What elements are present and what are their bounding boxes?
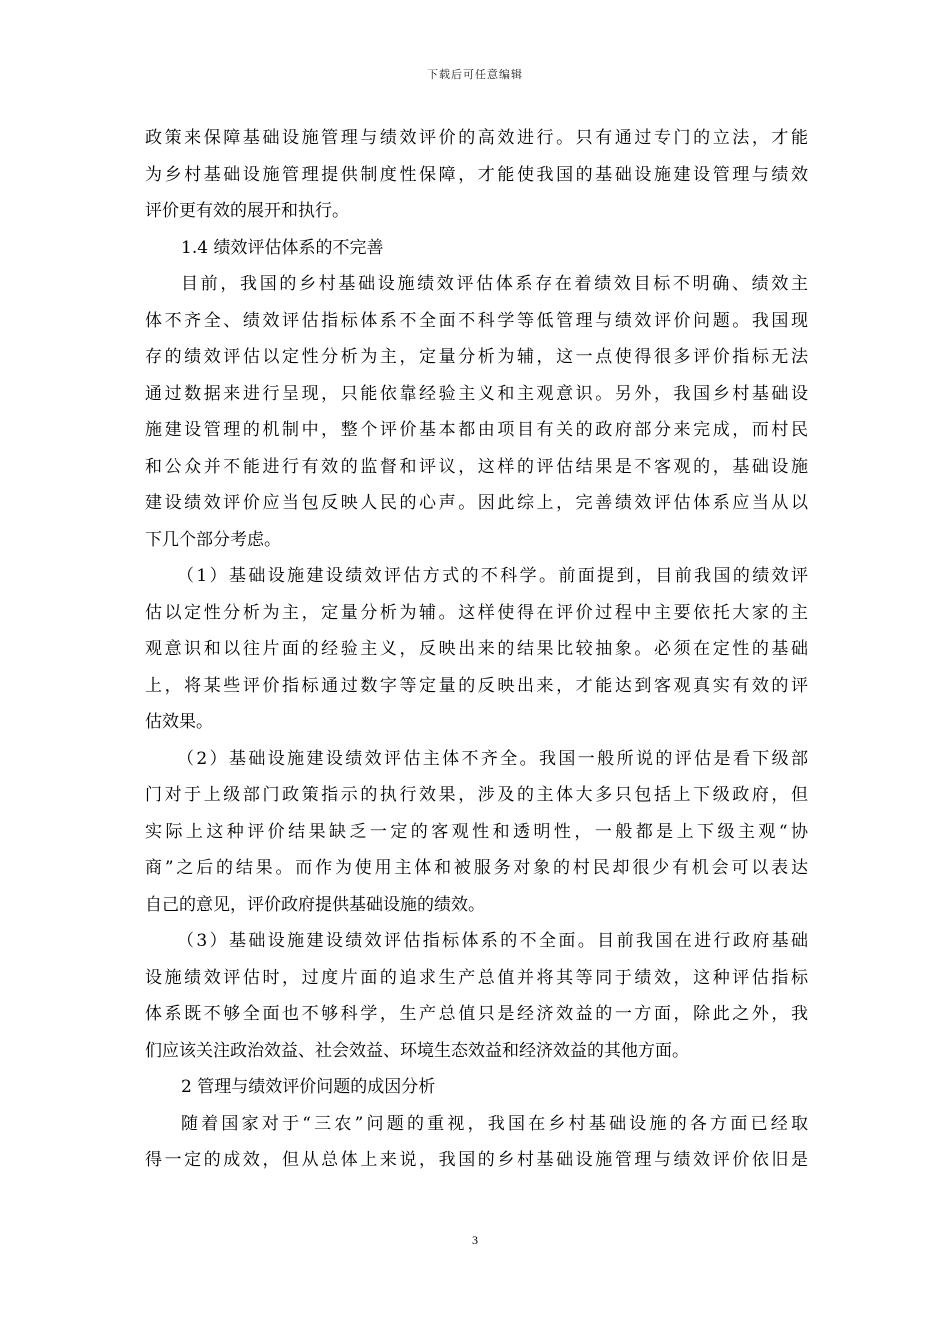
text-line: 商”之后的结果。而作为使用主体和被服务对象的村民却很少有机会可以表达 — [145, 858, 808, 878]
body-text — [145, 120, 808, 1179]
text-line: 2 管理与绩效评价问题的成因分析 — [181, 1077, 436, 1097]
text-line: 设施绩效评估时，过度片面的追求生产总值并将其等同于绩效，这种评估指标 — [145, 967, 808, 988]
text-line: 存的绩效评估以定性分析为主，定量分析为辅，这一点使得很多评价指标无法 — [145, 347, 808, 367]
text-line: （3）基础设施建设绩效评估指标体系的不全面。目前我国在进行政府基础 — [177, 931, 808, 951]
text-line: 政策来保障基础设施管理与绩效评价的高效进行。只有通过专门的立法，才能 — [145, 128, 808, 148]
text-line: 们应该关注政治效益、社会效益、环境生态效益和经济效益的其他方面。 — [145, 1040, 689, 1061]
text-line: 体系既不够全面也不够科学，生产总值只是经济效益的一方面，除此之外，我 — [145, 1004, 808, 1024]
text-line: 下几个部分考虑。 — [145, 529, 281, 550]
text-line: 得一定的成效，但从总体上来说，我国的乡村基础设施管理与绩效评价依旧是 — [145, 1150, 808, 1170]
text-line: 评价更有效的展开和执行。 — [145, 201, 349, 221]
text-line: 施建设管理的机制中，整个评价基本都由项目有关的政府部分来完成，而村民 — [145, 420, 808, 440]
text-line: 目前，我国的乡村基础设施绩效评估体系存在着绩效目标不明确、绩效主 — [181, 274, 808, 294]
text-line: 随着国家对于“三农”问题的重视，我国在乡村基础设施的各方面已经取 — [181, 1113, 808, 1134]
text-line: 为乡村基础设施管理提供制度性保障，才能使我国的基础设施建设管理与绩效 — [145, 164, 808, 185]
text-line: 体不齐全、绩效评估指标体系不全面不科学等低管理与绩效评价问题。我国现 — [145, 310, 808, 331]
page-header: 下载后可任意编辑 — [427, 68, 523, 81]
page-number: 3 — [472, 1233, 478, 1247]
text-line: 观意识和以往片面的经验主义，反映出来的结果比较抽象。必须在定性的基础 — [145, 639, 808, 659]
text-line: 上，将某些评价指标通过数字等定量的反映出来，才能达到客观真实有效的评 — [145, 675, 808, 696]
text-line: （2）基础设施建设绩效评估主体不齐全。我国一般所说的评估是看下级部 — [177, 748, 808, 769]
text-line: 通过数据来进行呈现，只能依靠经验主义和主观意识。另外，我国乡村基础设 — [145, 383, 808, 404]
text-line: 建设绩效评价应当包反映人民的心声。因此综上，完善绩效评估体系应当从以 — [145, 493, 808, 513]
text-line: （1）基础设施建设绩效评估方式的不科学。前面提到，目前我国的绩效评 — [177, 566, 808, 586]
text-line: 实际上这种评价结果缺乏一定的客观性和透明性，一般都是上下级主观“协 — [145, 821, 808, 842]
text-line: 和公众并不能进行有效的监督和评议，这样的评估结果是不客观的，基础设施 — [145, 456, 808, 477]
text-line: 1.4 绩效评估体系的不完善 — [181, 237, 384, 258]
text-line: 门对于上级部门政策指示的执行效果，涉及的主体大多只包括上下级政府，但 — [145, 785, 808, 805]
text-line: 自己的意见，评价政府提供基础设施的绩效。 — [145, 894, 485, 915]
text-line: 估效果。 — [145, 712, 213, 732]
text-line: 估以定性分析为主，定量分析为辅。这样使得在评价过程中主要依托大家的主 — [145, 602, 808, 623]
